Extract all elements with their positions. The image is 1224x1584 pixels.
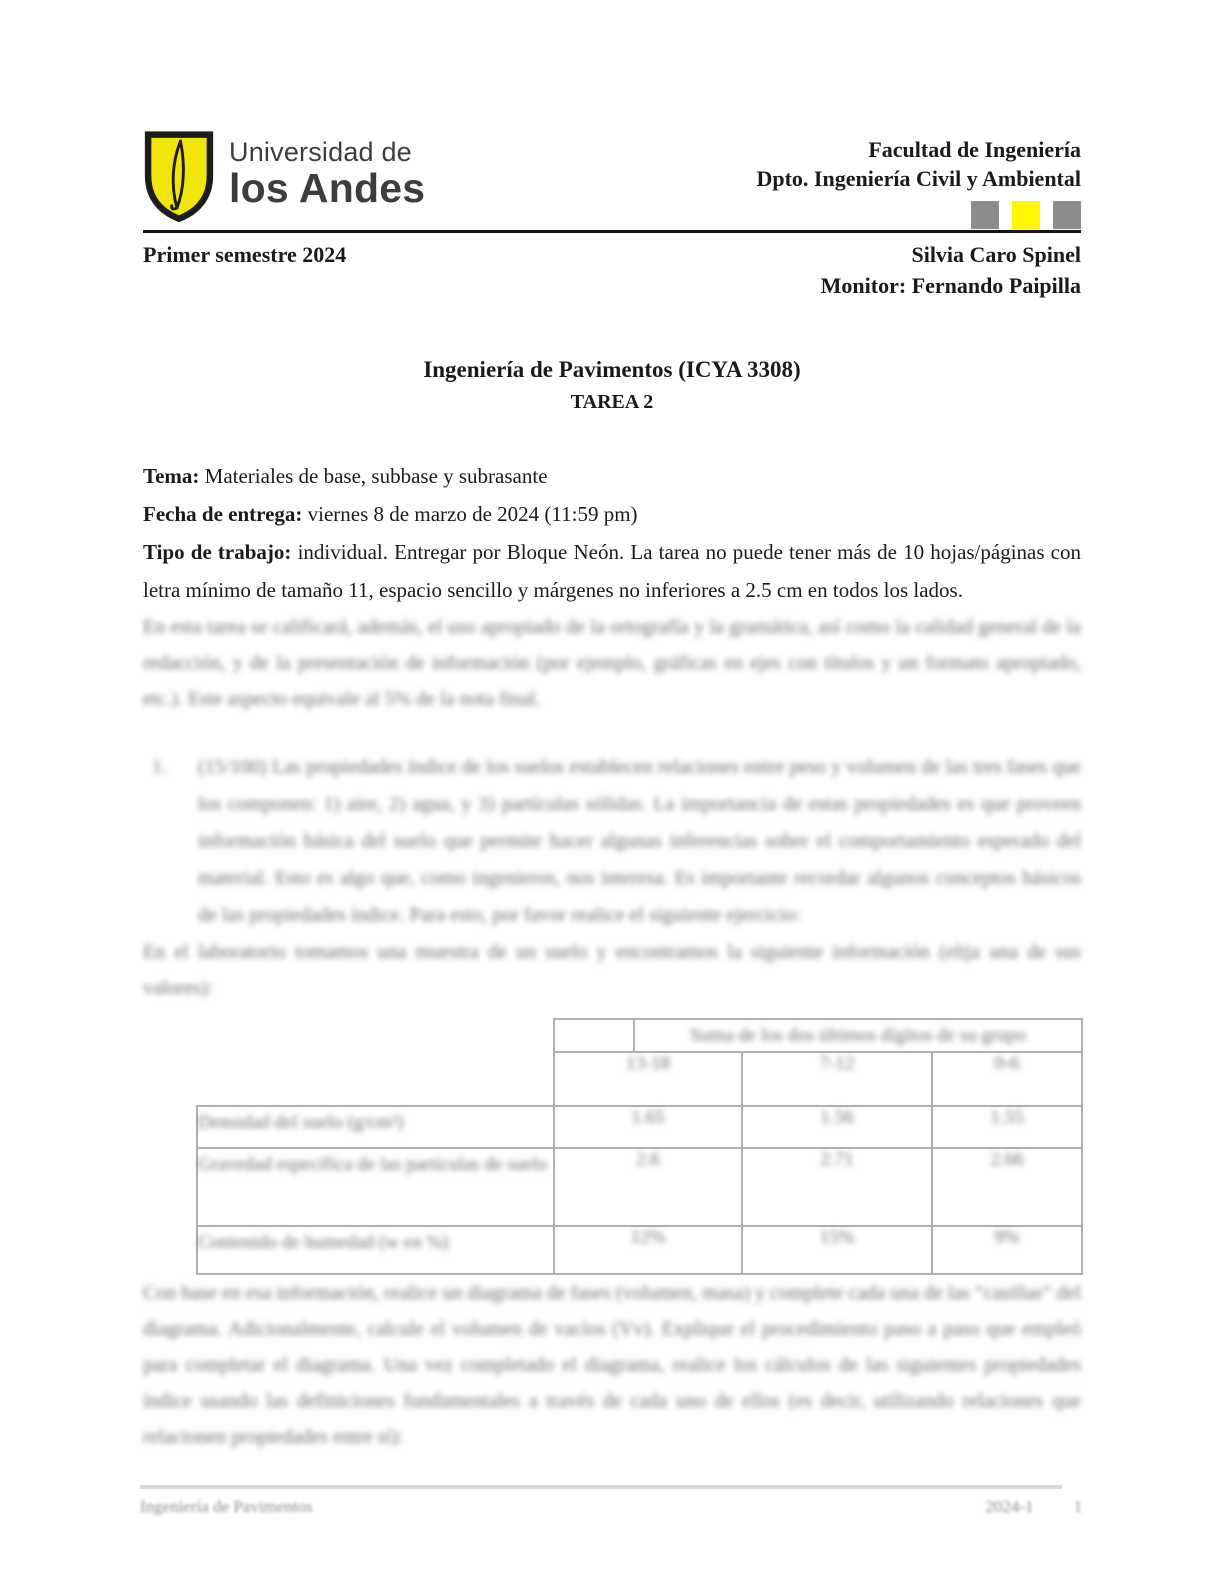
- table-corner-empty: [197, 1019, 554, 1052]
- footer-term: 2024-1: [985, 1497, 1034, 1516]
- row-label-cell: Gravedad específica de las partículas de suelo: [197, 1148, 554, 1226]
- assignment-title: TAREA 2: [570, 391, 654, 413]
- page-footer: [140, 1485, 1082, 1517]
- title-block: [143, 355, 1081, 415]
- table-header-empty-cell: [554, 1019, 634, 1052]
- page-number: 1: [1073, 1497, 1082, 1516]
- assignment-meta: [143, 457, 1081, 609]
- tipo-line: [143, 533, 1081, 609]
- faculty-line2: Dpto. Ingeniería Civil y Ambiental: [756, 166, 1081, 191]
- uniandes-shield-icon: [143, 131, 215, 223]
- value-cell: 1.65: [554, 1106, 742, 1148]
- footer-divider: [140, 1485, 1062, 1489]
- value-cell: 1.55: [932, 1106, 1082, 1148]
- question-1: [143, 749, 1081, 934]
- row-label-cell: Densidad del suelo (g/cm³): [197, 1106, 554, 1148]
- accent-squares: [756, 201, 1081, 229]
- fecha-label: Fecha de entrega:: [143, 502, 303, 526]
- grading-note-blurred: En esta tarea se calificará, además, el uso apropiado de la ortografía y la gramática, así como la calidad general de la redacción, y de la presentación de información (por ejemplo, gráficas en ejes con títulos y un formato apropiado, etc.). Este aspecto equivale al 5% de la nota final.: [143, 616, 1081, 710]
- uniandes-logo-text: [229, 137, 425, 209]
- value-cell: 15%: [742, 1226, 932, 1274]
- range-cell: 13-18: [554, 1052, 742, 1106]
- value-cell: 2.71: [742, 1148, 932, 1226]
- fecha-line: [143, 495, 1081, 533]
- logo-line2: los Andes: [229, 165, 426, 211]
- uniandes-logo: [143, 131, 425, 223]
- table-header-cell: Suma de los dos últimos dígitos de su grupo: [634, 1019, 1082, 1052]
- table-row: [197, 1106, 1082, 1148]
- semester-label: Primer semestre 2024: [143, 242, 347, 267]
- fecha-value: viernes 8 de marzo de 2024 (11:59 pm): [302, 502, 638, 526]
- footer-course-name: Ingeniería de Pavimentos: [140, 1497, 313, 1516]
- table-corner-empty: [197, 1052, 554, 1106]
- accent-square: [1053, 201, 1081, 229]
- table-intro-blurred: En el laboratorio tomamos una muestra de un suelo y encontramos la siguiente información (elija una de sus valores):: [143, 941, 1081, 999]
- accent-square: [1012, 201, 1040, 229]
- range-cell: 7-12: [742, 1052, 932, 1106]
- tema-label: Tema:: [143, 464, 200, 488]
- question-1-number: 1.: [152, 756, 167, 778]
- question-1-text-blurred: (15/100) Las propiedades índice de los suelos establecen relaciones entre peso y volumen de las tres fases que los componen: 1) aire, 2) agua, y 3) partículas sólidas. La importancia de estas propiedades es que proveen información básica del suelo que permite hacer algunas inferencias sobre el comportamiento esperado del material. Esto es algo que, como ingenieros, nos interesa. Es importante recordar algunos conceptos básicos de las propiedades índice. Para esto, por favor realice el siguiente ejercicio:: [198, 756, 1081, 926]
- professor-name: Silvia Caro Spinel: [911, 242, 1081, 267]
- faculty-block: [756, 135, 1081, 229]
- faculty-line1: Facultad de Ingeniería: [868, 137, 1081, 162]
- value-cell: 2.66: [932, 1148, 1082, 1226]
- table-header-row: [197, 1019, 1082, 1052]
- subheader: [143, 233, 1081, 301]
- tema-line: [143, 457, 1081, 495]
- soil-properties-table: [196, 1018, 1083, 1275]
- tipo-value: individual. Entregar por Bloque Neón. La tarea no puede tener más de 10 hojas/páginas con letra mínimo de tamaño 11, espacio sencillo y márgenes no inferiores a 2.5 cm en todos los lados.: [143, 540, 1082, 602]
- range-cell: 0-6: [932, 1052, 1082, 1106]
- table-row: [197, 1148, 1082, 1226]
- value-cell: 1.56: [742, 1106, 932, 1148]
- accent-square: [971, 201, 999, 229]
- page-header: [143, 131, 1081, 230]
- value-cell: 9%: [932, 1226, 1082, 1274]
- table-row: [197, 1226, 1082, 1274]
- after-table-blurred: Con base en esa información, realice un diagrama de fases (volumen, masa) y complete cada una de las “casillas” del diagrama. Adicionalmente, calcule el volumen de vacíos (Vv). Explique el procedimiento paso a paso que empleó para completar el diagrama. Una vez completado el diagrama, realice los cálculos de las siguientes propiedades índice usando las definiciones fundamentales a través de cada uno de ellos (es decir, utilizando relaciones que relacionen propiedades entre sí):: [143, 1282, 1081, 1448]
- tipo-label: Tipo de trabajo:: [143, 540, 292, 564]
- logo-line1: Universidad de: [229, 137, 412, 167]
- table-range-row: [197, 1052, 1082, 1106]
- monitor-name: Monitor: Fernando Paipilla: [820, 273, 1081, 298]
- value-cell: 2.6: [554, 1148, 742, 1226]
- tema-value: Materiales de base, subbase y subrasante: [199, 464, 548, 488]
- row-label-cell: Contenido de humedad (w en %): [197, 1226, 554, 1274]
- value-cell: 12%: [554, 1226, 742, 1274]
- course-title: Ingeniería de Pavimentos (ICYA 3308): [423, 357, 801, 382]
- instructor-block: [821, 239, 1081, 301]
